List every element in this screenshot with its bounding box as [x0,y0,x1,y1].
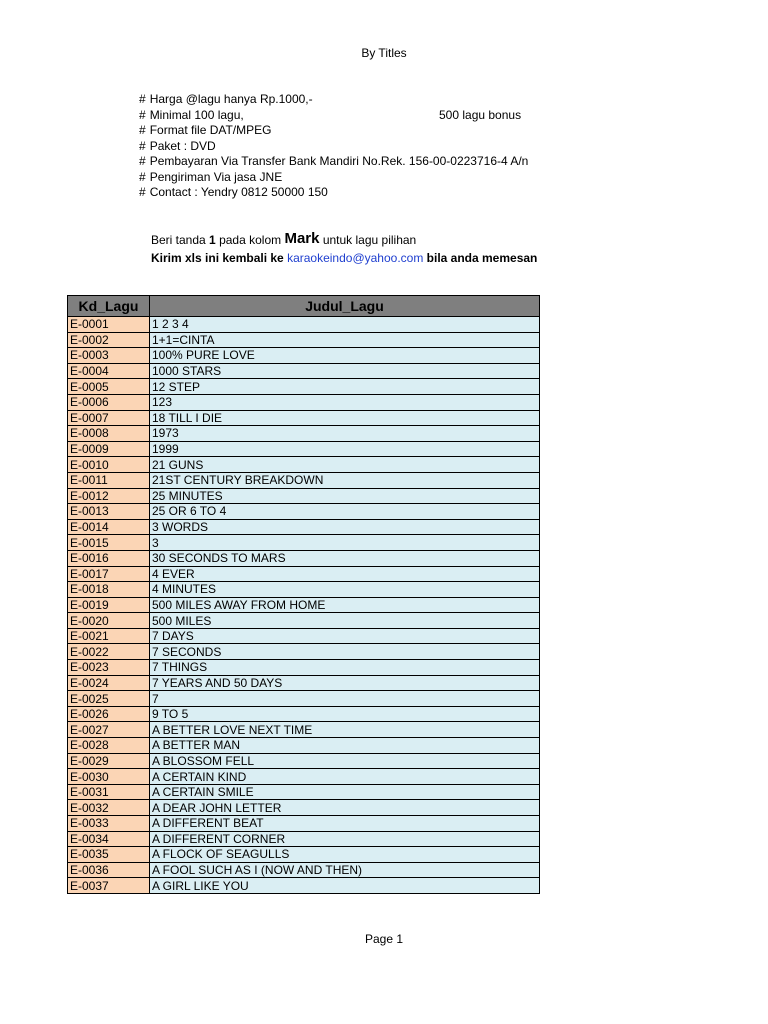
song-code-cell: E-0029 [68,753,150,769]
song-code-cell: E-0008 [68,426,150,442]
table-header-row [68,296,540,317]
info-text: Pembayaran Via Transfer Bank Mandiri No.Rek. 156-00-0223716-4 A/n [149,154,529,168]
instruction-text: Beri tanda [151,233,210,247]
song-code-cell: E-0032 [68,800,150,816]
info-text: Minimal 100 lagu, [149,108,244,122]
info-text: Harga @lagu hanya Rp.1000,- [149,92,313,106]
table-row [68,348,540,364]
info-line [139,185,328,200]
song-code-cell: E-0013 [68,504,150,520]
bonus-text: 500 lagu bonus [439,108,522,122]
table-row [68,613,540,629]
info-text: Contact : Yendry 0812 50000 150 [149,185,328,199]
bullet-hash: # [139,139,146,153]
table-row [68,582,540,598]
table-row [68,535,540,551]
song-title-cell: A GIRL LIKE YOU [150,878,540,894]
song-code-cell: E-0002 [68,332,150,348]
song-code-cell: E-0020 [68,613,150,629]
table-row [68,800,540,816]
song-code-cell: E-0027 [68,722,150,738]
info-text: Paket : DVD [149,139,216,153]
bullet-hash: # [139,123,146,137]
song-code-cell: E-0007 [68,410,150,426]
instruction-number: 1 [209,233,216,247]
table-row [68,847,540,863]
bullet-hash: # [139,170,146,184]
song-code-cell: E-0026 [68,706,150,722]
info-text: Pengiriman Via jasa JNE [149,170,283,184]
song-title-cell: 12 STEP [150,379,540,395]
song-code-cell: E-0019 [68,597,150,613]
song-title-cell: 4 EVER [150,566,540,582]
song-code-cell: E-0024 [68,675,150,691]
song-code-cell: E-0034 [68,831,150,847]
song-title-cell: A BETTER LOVE NEXT TIME [150,722,540,738]
song-title-cell: 1999 [150,441,540,457]
info-line [139,92,313,107]
song-title-cell: A CERTAIN KIND [150,769,540,785]
column-header-kd-lagu: Kd_Lagu [68,296,150,317]
table-row [68,628,540,644]
song-title-cell: 7 [150,691,540,707]
song-code-cell: E-0037 [68,878,150,894]
song-code-cell: E-0021 [68,628,150,644]
song-title-cell: 500 MILES [150,613,540,629]
song-code-cell: E-0023 [68,660,150,676]
song-code-cell: E-0035 [68,847,150,863]
song-title-cell: 25 OR 6 TO 4 [150,504,540,520]
song-title-cell: 3 [150,535,540,551]
bullet-hash: # [139,185,146,199]
song-code-cell: E-0016 [68,550,150,566]
table-row [68,878,540,894]
song-title-cell: 18 TILL I DIE [150,410,540,426]
table-row [68,691,540,707]
table-row [68,519,540,535]
bullet-hash: # [139,108,146,122]
song-title-cell: A DIFFERENT BEAT [150,816,540,832]
song-title-cell: A FLOCK OF SEAGULLS [150,847,540,863]
page-header-title: By Titles [361,46,407,60]
song-title-cell: 1 2 3 4 [150,317,540,333]
song-code-cell: E-0003 [68,348,150,364]
song-code-cell: E-0017 [68,566,150,582]
song-code-cell: E-0014 [68,519,150,535]
table-row [68,441,540,457]
song-title-cell: 1973 [150,426,540,442]
song-title-cell: 1000 STARS [150,363,540,379]
song-title-cell: 21ST CENTURY BREAKDOWN [150,472,540,488]
song-title-cell: 7 SECONDS [150,644,540,660]
song-code-cell: E-0031 [68,784,150,800]
song-code-cell: E-0033 [68,816,150,832]
table-row [68,597,540,613]
song-title-cell: A CERTAIN SMILE [150,784,540,800]
song-title-cell: 21 GUNS [150,457,540,473]
song-title-cell: 7 DAYS [150,628,540,644]
song-title-cell: 100% PURE LOVE [150,348,540,364]
table-row [68,332,540,348]
song-code-cell: E-0036 [68,862,150,878]
instruction-line-2 [151,250,542,266]
table-row [68,738,540,754]
song-title-cell: 7 THINGS [150,660,540,676]
instruction-text: pada kolom [215,233,285,247]
song-title-cell: A BLOSSOM FELL [150,753,540,769]
bullet-hash: # [139,92,146,106]
info-text: Format file DAT/MPEG [149,123,272,137]
song-title-cell: A DEAR JOHN LETTER [150,800,540,816]
song-title-cell: 4 MINUTES [150,582,540,598]
song-code-cell: E-0001 [68,317,150,333]
table-row [68,769,540,785]
column-header-judul-lagu: Judul_Lagu [150,296,540,317]
instruction-line-1 [151,228,542,250]
mark-column-label: Mark [284,230,320,247]
table-row [68,862,540,878]
info-line [139,170,282,185]
table-row [68,472,540,488]
table-row [68,426,540,442]
table-row [68,784,540,800]
table-row [68,410,540,426]
info-line [139,108,244,123]
instruction-text: bila anda memesan [423,251,538,265]
song-code-cell: E-0028 [68,738,150,754]
song-title-cell: A BETTER MAN [150,738,540,754]
song-title-cell: 25 MINUTES [150,488,540,504]
song-code-cell: E-0015 [68,535,150,551]
table-row [68,317,540,333]
song-title-cell: 30 SECONDS TO MARS [150,550,540,566]
song-code-cell: E-0011 [68,472,150,488]
song-code-cell: E-0006 [68,394,150,410]
table-row [68,831,540,847]
bullet-hash: # [139,154,146,168]
table-row [68,363,540,379]
table-row [68,660,540,676]
song-title-cell: A DIFFERENT CORNER [150,831,540,847]
page-number: Page 1 [364,932,404,946]
song-code-cell: E-0012 [68,488,150,504]
song-table [67,295,540,894]
song-code-cell: E-0030 [68,769,150,785]
song-title-cell: 9 TO 5 [150,706,540,722]
table-row [68,379,540,395]
table-row [68,706,540,722]
table-row [68,675,540,691]
song-title-cell: 3 WORDS [150,519,540,535]
instruction-text: Kirim xls ini kembali ke [151,251,288,265]
table-row [68,566,540,582]
song-table-body [68,317,540,894]
table-row [68,550,540,566]
song-code-cell: E-0025 [68,691,150,707]
song-code-cell: E-0022 [68,644,150,660]
table-row [68,504,540,520]
table-row [68,722,540,738]
table-row [68,644,540,660]
song-code-cell: E-0018 [68,582,150,598]
email-link[interactable]: karaokeindo@yahoo.com [287,251,424,265]
song-code-cell: E-0004 [68,363,150,379]
song-title-cell: 500 MILES AWAY FROM HOME [150,597,540,613]
info-line [139,123,271,138]
song-title-cell: 123 [150,394,540,410]
song-title-cell: A FOOL SUCH AS I (NOW AND THEN) [150,862,540,878]
table-row [68,753,540,769]
info-line [139,154,543,169]
song-code-cell: E-0005 [68,379,150,395]
table-row [68,488,540,504]
song-title-cell: 7 YEARS AND 50 DAYS [150,675,540,691]
table-row [68,394,540,410]
info-line [139,139,216,154]
instruction-text: untuk lagu pilihan [319,233,417,247]
table-row [68,816,540,832]
table-row [68,457,540,473]
song-code-cell: E-0010 [68,457,150,473]
song-code-cell: E-0009 [68,441,150,457]
song-title-cell: 1+1=CINTA [150,332,540,348]
